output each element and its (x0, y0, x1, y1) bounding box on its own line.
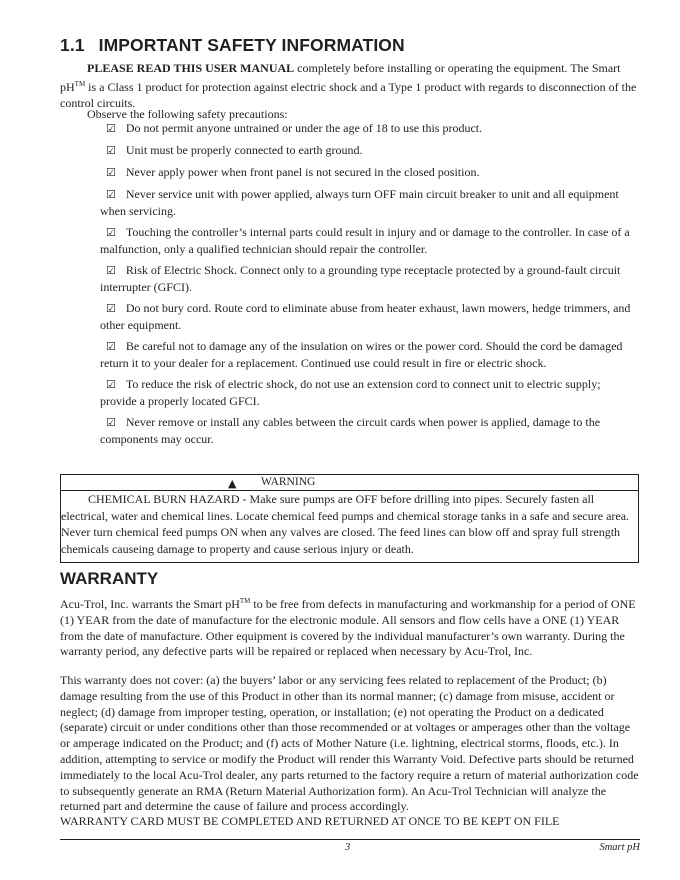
checked-box-icon: ☑ (106, 188, 116, 201)
checked-box-icon: ☑ (106, 378, 116, 391)
precaution-item: ☑ Unit must be properly connected to earth ground. (106, 143, 363, 157)
precaution-item: ☑ Do not bury cord. Route cord to eliminate abuse from heater exhaust, lawn mowers, hedge trimmers, and other equipment. (100, 301, 631, 332)
observe-text: Observe the following safety precautions: (87, 107, 288, 121)
checked-box-icon: ☑ (106, 144, 116, 157)
precaution-item: ☑ To reduce the risk of electric shock, do not use an extension cord to connect unit to electric supply; provide a properly located GFCI. (100, 377, 601, 408)
product-name: Smart pH (599, 842, 640, 853)
warning-text: CHEMICAL BURN HAZARD - Make sure pumps are OFF before drilling into pipes. Securely fasten all electrical, water and chemical lines. Locate chemical feed pumps and chemical storage tanks in a safe and secure area. Never turn chemical feed pumps ON when any valves are closed. The feed lines can blow off and spray full strength chemicals causeing damage to property and cause serious injury or death. (61, 492, 630, 556)
warranty-card-notice: WARRANTY CARD MUST BE COMPLETED AND RETURNED AT ONCE TO BE KEPT ON FILE (60, 814, 560, 828)
intro-paragraph: PLEASE READ THIS USER MANUAL completely before installing or operating the equipment. The Smart pH™ is a Class 1 product for protection against electric shock and a Type 1 product with regards to disconnection of the control circuits. (60, 61, 637, 110)
precaution-item: ☑ Be careful not to damage any of the insulation on wires or the power cord. Should the cord be damaged return it to your dealer for a replacement. Continued use could result in fire or electric shock. (100, 339, 623, 370)
checked-box-icon: ☑ (106, 122, 116, 135)
warning-label: WARNING (261, 476, 316, 488)
precaution-item: ☑ Never service unit with power applied, always turn OFF main circuit breaker to unit and all equipment when servicing. (100, 187, 619, 218)
checked-box-icon: ☑ (106, 302, 116, 315)
precaution-item: ☑ Touching the controller’s internal parts could result in injury and or damage to the controller. In case of a malfunction, only a qualified technician should repair the controller. (100, 225, 630, 256)
page-number: 3 (345, 842, 351, 853)
precaution-item: ☑ Never apply power when front panel is not secured in the closed position. (106, 165, 480, 179)
precaution-item: ☑ Risk of Electric Shock. Connect only to a grounding type receptacle protected by a ground-fault circuit interrupter (GFCI). (100, 263, 621, 294)
footer-divider (60, 839, 640, 840)
precaution-item: ☑ Do not permit anyone untrained or under the age of 18 to use this product. (106, 121, 483, 135)
precautions-list (100, 120, 640, 452)
checked-box-icon: ☑ (106, 226, 116, 239)
section-heading: 1.1 IMPORTANT SAFETY INFORMATION (60, 35, 405, 55)
checked-box-icon: ☑ (106, 166, 116, 179)
warranty-paragraph-1: Acu-Trol, Inc. warrants the Smart pH™ to be free from defects in manufacturing and workmanship for a period of ONE (1) YEAR from the date of manufacture for the electronic module. All sensors and flow cells have a ONE (1) YEAR from the date of manufacture. Other equipment is covered by the individual manufacturer’s own warranty. During the warranty period, any defective parts will be repaired or replaced when necessary by Acu-Trol, Inc. (60, 597, 636, 659)
warning-box (60, 474, 639, 563)
checked-box-icon: ☑ (106, 416, 116, 429)
warranty-heading: WARRANTY (60, 569, 159, 588)
warning-triangle-icon: ▲ (228, 477, 237, 490)
warranty-paragraph-2: This warranty does not cover: (a) the buyers’ labor or any servicing fees related to replacement of the Product; (b) damage resulting from the use of this Product in other than its normal manner; (c) damage from misuse, accident or neglect; (d) damage from improper testing, operation, or installation; (e) not operating the Product on a dedicated (separate) circuit or under conditions other than those recommended or at voltages or amperages other than the voltage or amperage indicated on the Product; and (f) acts of Mother Nature (i.e. lightning, electrical storms, floods, etc.). In addition, attempting to service or modify the Product will render this Warranty Void. Defective parts should be returned immediately to the local Acu-Trol dealer, any parts returned to the factory require a return of material authorization code to subsequently generate an RMA (Return Material Authorization form). An Acu-Trol Technician will analyze the returned part and determine the cause of failure and process accordingly. (60, 673, 639, 814)
checked-box-icon: ☑ (106, 340, 116, 353)
precaution-item: ☑ Never remove or install any cables between the circuit cards when power is applied, damage to the components may occur. (100, 415, 601, 446)
checked-box-icon: ☑ (106, 264, 116, 277)
